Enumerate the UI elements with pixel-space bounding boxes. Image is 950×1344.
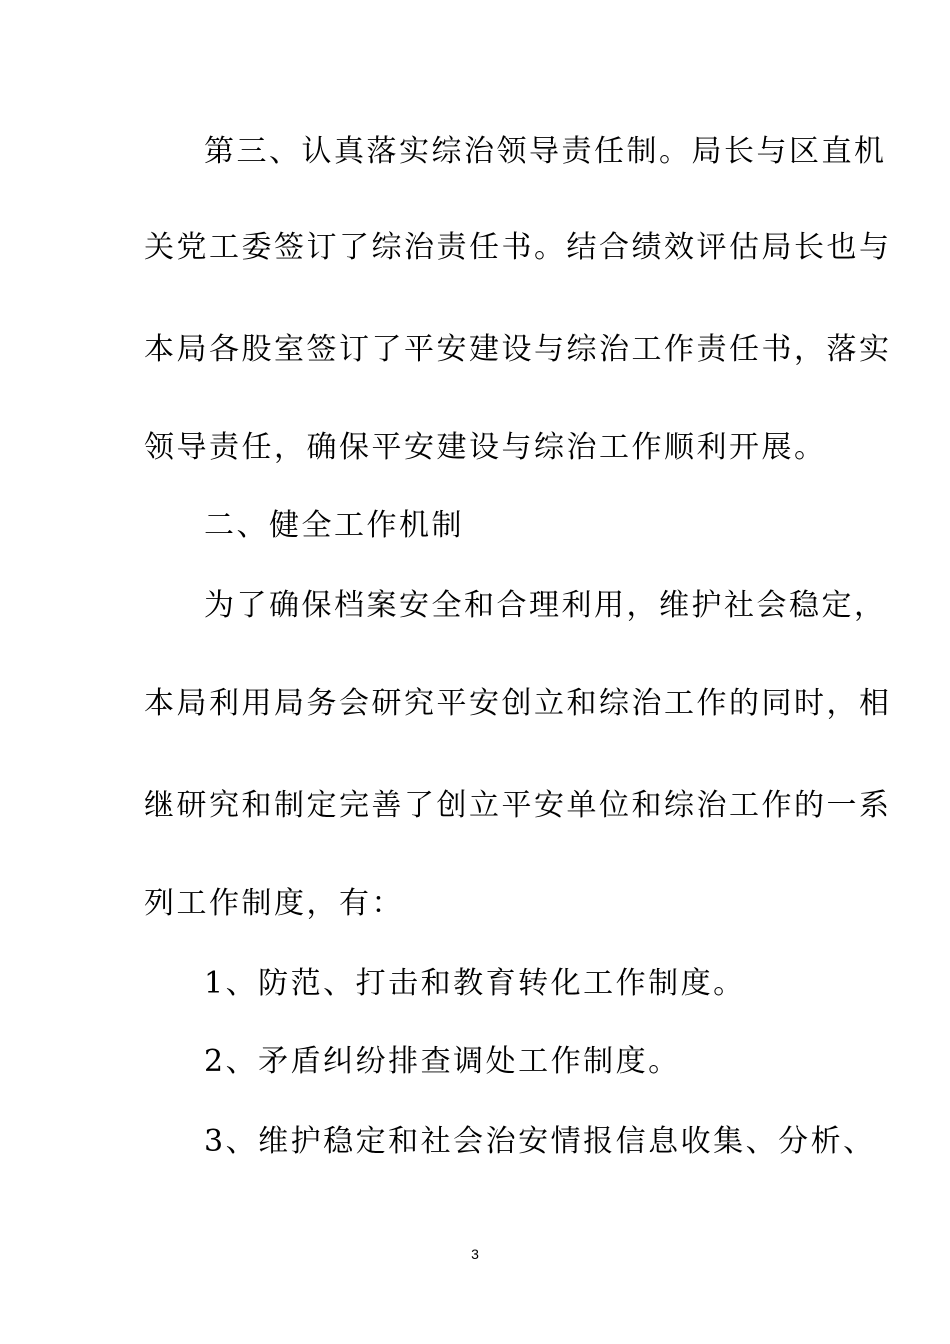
paragraph-line: 领导责任，确保平安建设与综治工作顺利开展。 <box>144 430 827 465</box>
paragraph-line: 第三、认真落实综治领导责任制。局长与区直机 <box>204 134 887 169</box>
paragraph-line: 继研究和制定完善了创立平安单位和综治工作的一系 <box>144 788 892 823</box>
list-item: 2、矛盾纠纷排查调处工作制度。 <box>204 1044 681 1079</box>
page-number: 3 <box>471 1246 479 1262</box>
list-item: 3、维护稳定和社会治安情报信息收集、分析、 <box>204 1124 876 1159</box>
paragraph-line: 关党工委签订了综治责任书。结合绩效评估局长也与 <box>144 230 892 265</box>
paragraph-line: 列工作制度，有： <box>144 886 404 921</box>
paragraph-line: 本局各股室签订了平安建设与综治工作责任书，落实 <box>144 332 892 367</box>
list-item: 1、防范、打击和教育转化工作制度。 <box>204 966 746 1001</box>
section-heading: 二、健全工作机制 <box>204 508 464 543</box>
paragraph-line: 为了确保档案安全和合理利用，维护社会稳定， <box>204 588 887 623</box>
paragraph-line: 本局利用局务会研究平安创立和综治工作的同时，相 <box>144 686 892 721</box>
